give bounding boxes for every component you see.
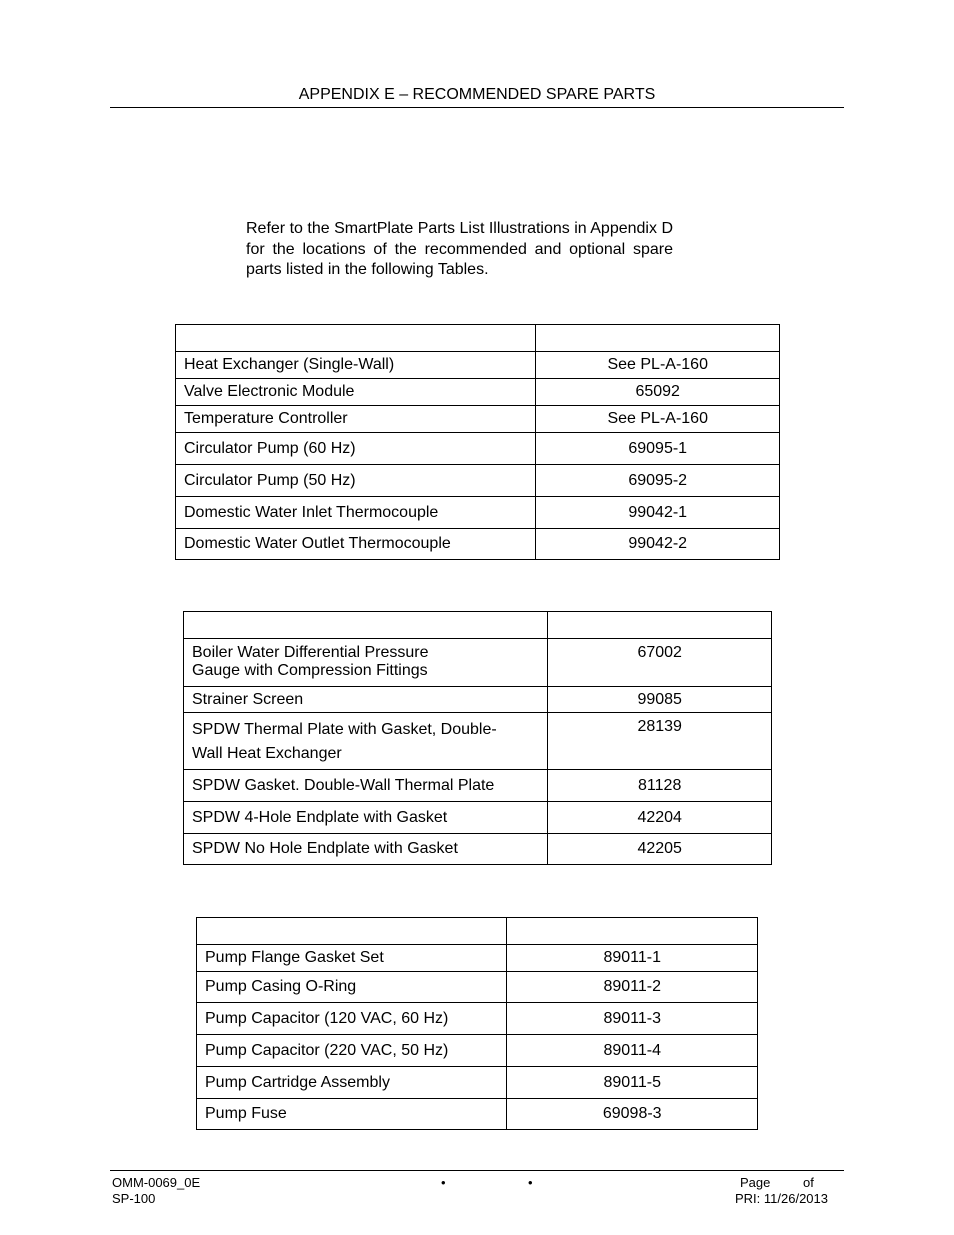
part-number: 42205	[548, 834, 772, 865]
part-number: 89011-5	[507, 1067, 758, 1099]
footer-model: SP-100	[112, 1191, 156, 1206]
footer-bullet: •	[528, 1175, 533, 1190]
part-description	[184, 639, 548, 687]
part-description: Pump Cartridge Assembly	[197, 1067, 507, 1099]
part-description: Strainer Screen	[184, 687, 548, 713]
part-number: 69098-3	[507, 1099, 758, 1130]
part-description: SPDW Gasket. Double-Wall Thermal Plate	[184, 770, 548, 802]
header-cell	[197, 918, 507, 945]
part-number: 67002	[548, 639, 772, 687]
intro-paragraph: Refer to the SmartPlate Parts List Illustrations in Appendix D for the locations of the recommended and optional spare parts listed in the following Tables.	[246, 220, 673, 278]
part-description: SPDW No Hole Endplate with Gasket	[184, 834, 548, 865]
recommended-parts-table	[175, 324, 780, 560]
part-number: 89011-3	[507, 1003, 758, 1035]
part-number: 65092	[536, 379, 780, 406]
part-number: 69095-2	[536, 465, 780, 497]
part-number: See PL-A-160	[536, 352, 780, 379]
part-description: SPDW 4-Hole Endplate with Gasket	[184, 802, 548, 834]
description-line: Wall Heat Exchanger	[192, 745, 342, 762]
table-row	[176, 497, 780, 529]
pump-parts-table	[196, 917, 758, 1130]
part-description: Circulator Pump (50 Hz)	[176, 465, 536, 497]
table-row	[176, 352, 780, 379]
header-cell	[536, 325, 780, 352]
optional-parts-table	[183, 611, 772, 865]
table-row	[197, 945, 758, 972]
part-number: 99042-2	[536, 529, 780, 560]
part-description: Domestic Water Inlet Thermocouple	[176, 497, 536, 529]
part-number: 81128	[548, 770, 772, 802]
header-cell	[184, 612, 548, 639]
footer-divider	[110, 1170, 844, 1171]
part-number: See PL-A-160	[536, 406, 780, 433]
page-header-title: APPENDIX E – RECOMMENDED SPARE PARTS	[298, 86, 656, 103]
table-row	[176, 433, 780, 465]
footer-bullet: •	[441, 1175, 446, 1190]
part-description: Pump Fuse	[197, 1099, 507, 1130]
footer-revision: PRI: 11/26/2013	[735, 1191, 828, 1206]
header-divider	[110, 107, 844, 108]
part-description: Circulator Pump (60 Hz)	[176, 433, 536, 465]
part-description: Domestic Water Outlet Thermocouple	[176, 529, 536, 560]
table-row	[184, 687, 772, 713]
table-row	[184, 770, 772, 802]
part-number: 69095-1	[536, 433, 780, 465]
table-row	[184, 713, 772, 770]
description-line: SPDW Thermal Plate with Gasket, Double-	[192, 721, 497, 738]
part-description: Pump Capacitor (120 VAC, 60 Hz)	[197, 1003, 507, 1035]
table-row	[197, 1003, 758, 1035]
table-row	[176, 379, 780, 406]
part-description	[184, 713, 548, 770]
part-number: 28139	[548, 713, 772, 770]
description-line: Gauge with Compression Fittings	[192, 662, 428, 679]
table-header-row	[176, 325, 780, 352]
part-number: 42204	[548, 802, 772, 834]
part-description: Pump Casing O-Ring	[197, 972, 507, 1003]
table-row	[197, 972, 758, 1003]
table-row	[176, 529, 780, 560]
table-row	[176, 406, 780, 433]
header-cell	[176, 325, 536, 352]
part-number: 89011-1	[507, 945, 758, 972]
part-number: 89011-2	[507, 972, 758, 1003]
header-cell	[548, 612, 772, 639]
table-header-row	[197, 918, 758, 945]
table-row	[176, 465, 780, 497]
part-description: Valve Electronic Module	[176, 379, 536, 406]
part-description: Temperature Controller	[176, 406, 536, 433]
description-line: Boiler Water Differential Pressure	[192, 644, 429, 661]
footer-doc-number: OMM-0069_0E	[112, 1175, 201, 1190]
table-header-row	[184, 612, 772, 639]
footer-page-label: Page	[740, 1175, 771, 1190]
footer-of-label: of	[803, 1175, 814, 1190]
part-description: Heat Exchanger (Single-Wall)	[176, 352, 536, 379]
part-number: 89011-4	[507, 1035, 758, 1067]
part-description: Pump Capacitor (220 VAC, 50 Hz)	[197, 1035, 507, 1067]
table-row	[184, 639, 772, 687]
header-cell	[507, 918, 758, 945]
table-row	[184, 802, 772, 834]
part-number: 99085	[548, 687, 772, 713]
table-row	[197, 1099, 758, 1130]
part-description: Pump Flange Gasket Set	[197, 945, 507, 972]
table-row	[197, 1067, 758, 1099]
table-row	[197, 1035, 758, 1067]
table-row	[184, 834, 772, 865]
part-number: 99042-1	[536, 497, 780, 529]
